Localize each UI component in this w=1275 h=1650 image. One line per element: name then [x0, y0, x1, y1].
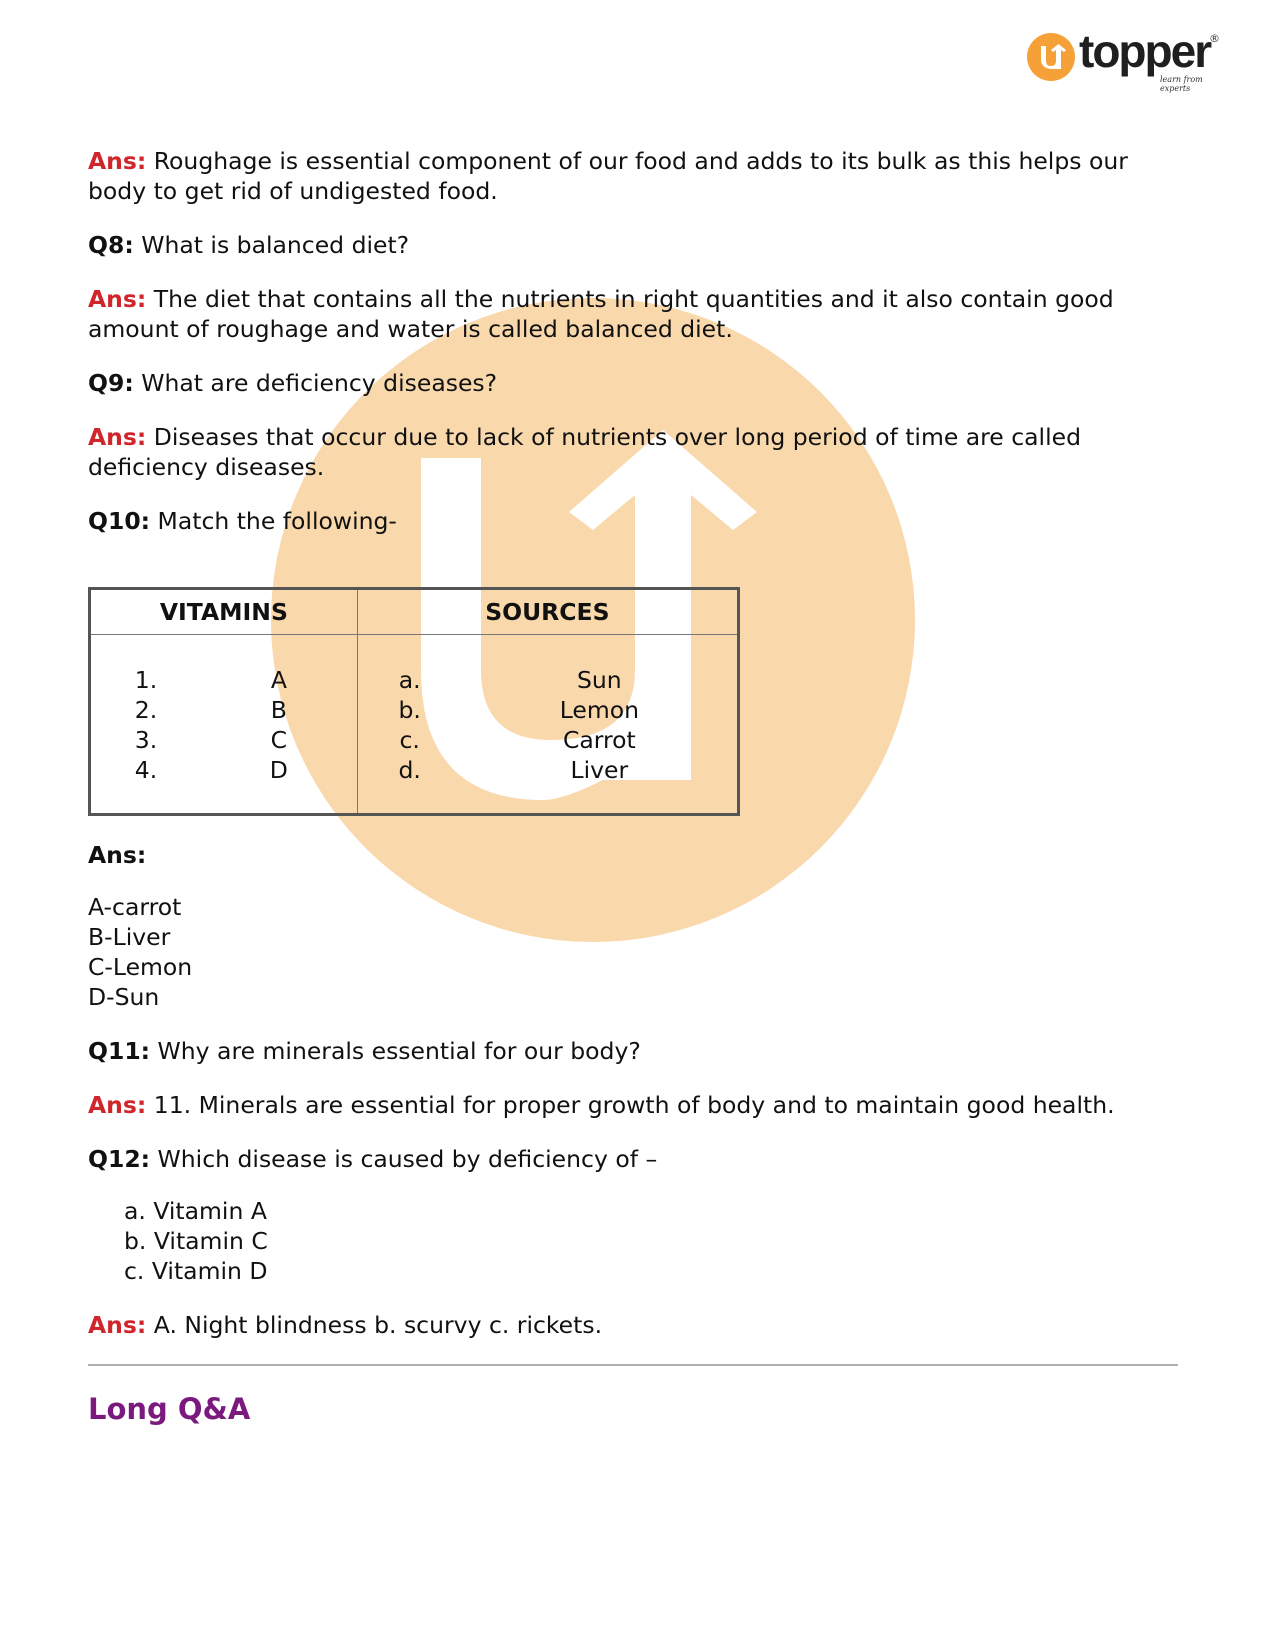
question-12 [88, 1144, 1188, 1174]
answer-text: Diseases that occur due to lack of nutrients over long period of time are called deficiency diseases. [88, 423, 1081, 481]
sources-header: SOURCES [357, 589, 738, 635]
question-8 [88, 230, 1188, 260]
match-table [88, 587, 740, 816]
source-name: Lemon [559, 696, 639, 724]
vitamin-number: 4. [134, 756, 158, 784]
topper-logo-icon [1027, 33, 1075, 81]
source-name: Carrot [562, 726, 636, 754]
topper-logo [1027, 25, 1227, 93]
answer-line: C-Lemon [88, 953, 193, 981]
question-label: Q10: [88, 507, 151, 535]
option-item: a. Vitamin A [124, 1197, 267, 1225]
vitamins-header: VITAMINS [90, 589, 358, 635]
vitamin-letter: D [269, 756, 288, 784]
match-table-header-row [90, 589, 739, 635]
option-item: c. Vitamin D [124, 1257, 268, 1285]
vitamin-letter: C [270, 726, 288, 754]
source-letter: a. [398, 666, 421, 694]
page-content [88, 146, 1188, 1424]
answer-text: A. Night blindness b. scurvy c. rickets. [146, 1311, 603, 1339]
source-name: Liver [570, 756, 629, 784]
source-name: Sun [576, 666, 622, 694]
answer-label: Ans: [88, 423, 147, 451]
question-label: Q9: [88, 369, 134, 397]
question-label: Q12: [88, 1145, 151, 1173]
section-divider [88, 1364, 1178, 1366]
question-9 [88, 368, 1188, 398]
source-letter: d. [398, 756, 421, 784]
section-title: Long Q&A [88, 1392, 251, 1426]
question-10 [88, 506, 1188, 536]
question-text: What is balanced diet? [133, 231, 410, 259]
question-11 [88, 1036, 1188, 1066]
answer-10-list [88, 892, 1188, 1012]
answer-label: Ans: [88, 147, 147, 175]
question-text: Why are minerals essential for our body? [150, 1037, 641, 1065]
answer-12 [88, 1310, 1188, 1340]
answer-line: A-carrot [88, 893, 182, 921]
source-letter: b. [398, 696, 421, 724]
answer-line: B-Liver [88, 923, 171, 951]
vitamin-number: 3. [134, 726, 158, 754]
source-letter: c. [399, 726, 420, 754]
vitamin-number: 2. [134, 696, 158, 724]
answer-line: D-Sun [88, 983, 160, 1011]
vitamin-letter: B [270, 696, 287, 724]
match-table-body-row [90, 635, 739, 815]
answer-label: Ans: [88, 1311, 147, 1339]
answer-8 [88, 284, 1188, 344]
question-12-options [124, 1196, 1188, 1286]
sources-cell [357, 635, 738, 815]
answer-text: Roughage is essential component of our food and adds to its bulk as this helps our body to get rid of undigested food. [88, 147, 1128, 205]
registered-mark: ® [1209, 32, 1220, 45]
option-item: b. Vitamin C [124, 1227, 268, 1255]
answer-text: The diet that contains all the nutrients in right quantities and it also contain good amount of roughage and water is called balanced diet. [88, 285, 1114, 343]
answer-7 [88, 146, 1188, 206]
question-text: Match the following- [150, 507, 397, 535]
answer-label: Ans: [88, 285, 147, 313]
vitamin-number: 1. [134, 666, 158, 694]
answer-11 [88, 1090, 1188, 1120]
brand-tagline: learn from experts [1160, 75, 1203, 93]
question-label: Q8: [88, 231, 134, 259]
answer-text: 11. Minerals are essential for proper growth of body and to maintain good health. [146, 1091, 1115, 1119]
brand-name: topper [1079, 25, 1211, 77]
question-label: Q11: [88, 1037, 151, 1065]
vitamin-letter: A [270, 666, 287, 694]
vitamins-cell [90, 635, 358, 815]
answer-9 [88, 422, 1188, 482]
answer-label: Ans: [88, 1091, 147, 1119]
answer-10-label: Ans: [88, 841, 147, 869]
question-text: Which disease is caused by deficiency of – [150, 1145, 658, 1173]
question-text: What are deficiency diseases? [133, 369, 498, 397]
